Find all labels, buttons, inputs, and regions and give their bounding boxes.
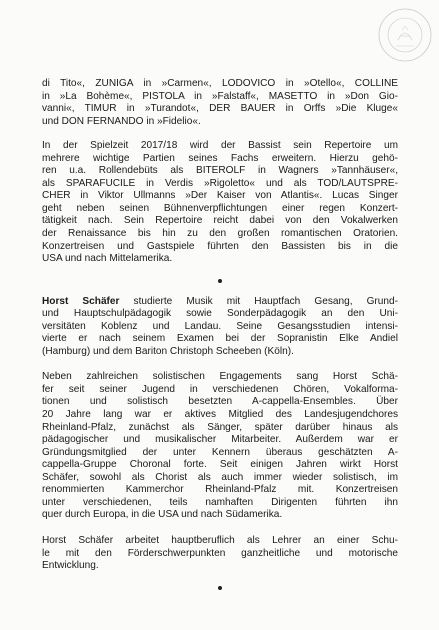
text-fragment: studierte Musik mit Hauptfach Gesang, Grund-	[119, 295, 398, 307]
text-line: als SPARAFUCILE in Verdis »Rigoletto« und als TOD/LAUTSPRE-	[42, 177, 398, 189]
text-line: quer durch Europa, in die USA und nach Südamerika.	[42, 509, 283, 521]
text-line: Entwicklung.	[42, 560, 99, 572]
text-line: USA und nach Mittelamerika.	[42, 253, 173, 265]
document-page	[42, 78, 398, 603]
text-line: Konzertreisen und Gastspiele führten den Bassisten bis in die	[42, 240, 398, 252]
text-line: CHER in Viktor Ullmanns »Der Kaiser von Atlantis«. Lucas Singer	[42, 190, 398, 202]
text-line: Gründungsmitglied der unter Kennern überaus geschätzten A-	[42, 446, 398, 458]
paragraph-horst-schaefer-teacher	[42, 535, 398, 573]
text-line	[42, 296, 398, 309]
text-line: und DON FERNANDO in »Fidelio«.	[42, 115, 201, 127]
section-divider-dot	[218, 586, 222, 590]
text-line: Horst Schäfer arbeitet hauptberuflich als Lehrer an einer Schu-	[42, 534, 398, 546]
text-line: tätigkeit nach. Sein Repertoire reicht dabei von den Vokalwerken	[42, 215, 398, 227]
text-line: In der Spielzeit 2017/18 wird der Bassist sein Repertoire um	[42, 140, 398, 152]
text-line: der Renaissance bis hin zu den großen romantischen Oratorien.	[42, 228, 398, 240]
text-line: versitäten Koblenz und Landau. Seine Gesangsstudien intensi-	[42, 320, 398, 332]
text-line: mehrere wichtige Partien seines Fachs erweitern. Hierzu gehö-	[42, 152, 398, 164]
text-line: geht neben seinen Bühnenverpflichtungen einer regen Konzert-	[42, 202, 398, 214]
person-name: Horst Schäfer	[42, 295, 120, 307]
seal-stamp	[376, 6, 434, 64]
text-line: ren u.a. Rollendebüts als BITEROLF in Wagners »Tannhäuser«,	[42, 165, 398, 177]
text-line: Schäfer, sowohl als Chorist als auch immer wieder solistisch, im	[42, 471, 398, 483]
text-line: (Hamburg) und dem Bariton Christoph Scheeben (Köln).	[42, 345, 294, 357]
text-line: unter verschiedenen, teils namhaften Dirigenten führten ihn	[42, 496, 398, 508]
text-line: vierte er nach seinem Examen bei der Sopranistin Elke Andiel	[42, 333, 398, 345]
text-line: Rheinland-Pfalz, zunächst als Sänger, später darüber hinaus als	[42, 421, 398, 433]
text-line: fer seit seiner Jugend in verschiedenen Chören, Vokalforma-	[42, 383, 398, 395]
text-line: vanni«, TIMUR in »Turandot«, DER BAUER in Orffs »Die Kluge«	[42, 103, 398, 115]
text-line: Neben zahlreichen solistischen Engagements sang Horst Schä-	[42, 371, 398, 383]
section-divider-dot	[218, 279, 222, 283]
paragraph-repertoire	[42, 140, 398, 265]
text-line: le mit den Förderschwerpunkten ganzheitliche und motorische	[42, 547, 398, 559]
paragraph-horst-schaefer-studies	[42, 296, 398, 359]
text-line: pädagogischer und musikalischer Mitarbeiter. Außerdem war er	[42, 434, 398, 446]
text-line: und Hauptschulpädagogik sowie Sonderpädagogik an den Uni-	[42, 308, 398, 320]
text-line: cappella-Gruppe Choronal forte. Seit einigen Jahren wirkt Horst	[42, 459, 398, 471]
text-line: in »La Bohème«, PISTOLA in »Falstaff«, MASETTO in »Don Gio-	[42, 90, 398, 102]
text-line: renommierten Kammerchor Rheinland-Pfalz mit. Konzertreisen	[42, 484, 398, 496]
paragraph-roles-continued	[42, 78, 398, 128]
text-line: di Tito«, ZUNIGA in »Carmen«, LODOVICO in »Otello«, COLLINE	[42, 78, 398, 89]
text-line: tionen und solistisch besetzten A-cappella-Ensembles. Über	[42, 396, 398, 408]
paragraph-horst-schaefer-engagements	[42, 371, 398, 522]
text-line: 20 Jahre lang war er aktives Mitglied des Landesjugendchores	[42, 409, 398, 421]
